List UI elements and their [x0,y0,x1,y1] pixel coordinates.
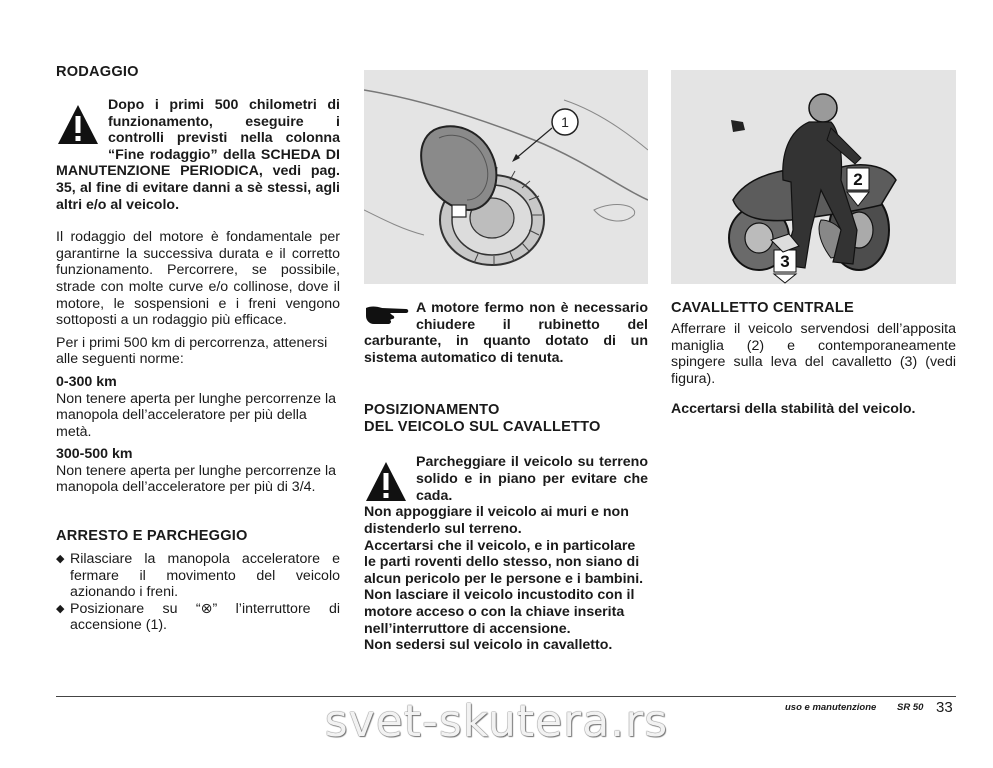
page-number: 33 [936,699,953,716]
callout-label: 1 [561,114,569,130]
heading-cavalletto: CAVALLETTO CENTRALE [671,300,854,316]
heading-arresto: ARRESTO E PARCHEGGIO [56,528,248,545]
list-item: ◆ Rilasciare la manopola acceleratore e fermare il movimento del veicolo azionando i freni. [56,551,340,601]
pointing-hand-icon [364,302,410,326]
warning-posizionamento-rest: Non appoggiare il veicolo ai muri e non distenderlo sul terreno. Accertarsi che il veicolo, e in particolare le parti roventi dello stesso, non siano di alcun pericolo per le persone e i bambini. Non lasciare il veicolo incustodito con il motore acceso o con la chiave inserita nell’interruttore di accensione. Non sedersi sul veicolo in cavalletto. [364,504,644,654]
center-stand-illustration [671,70,956,284]
note-motore: A motore fermo non è necessario chiudere il rubinetto del carburante, in quanto dotato di un sistema automatico di tenuta. [364,300,648,366]
footer-section: uso e manutenzione [785,702,877,713]
warning-posizionamento: Parcheggiare il veicolo su terreno solido e in piano per evitare che cada. [364,454,648,504]
fuel-cap-figure [364,70,648,284]
warning-rodaggio: Dopo i primi 500 chilometri di funzionamento, eseguire i controlli previsti nella colonna “Fine rodaggio” della SCHEDA DI MANUTENZIONE PERIODICA, vedi pag. 35, al fine di evitare danni a sè stessi, agli altri e/o al veicolo. [56,97,340,213]
diamond-bullet-icon: ◆ [56,602,65,615]
text-0-300: Non tenere aperta per lunghe percorrenze la manopola dell’acceleratore per più della metà. [56,390,336,440]
column-middle [364,70,648,654]
subheading-300-500: 300-500 km [56,446,133,463]
warning-triangle-icon [364,460,408,504]
paragraph-cavalletto: Afferrare il veicolo servendosi dell’apposita maniglia (2) e contemporaneamente spingere sulla leva del cavalletto (3) (vedi figura). [671,321,956,387]
stability-note: Accertarsi della stabilità del veicolo. [671,401,916,418]
watermark: svet-skutera.rs [324,696,669,747]
column-right [671,70,956,418]
column-left [56,64,340,634]
paragraph-primi-500: Per i primi 500 km di percorrenza, attenersi alle seguenti norme: [56,334,328,368]
subheading-0-300: 0-300 km [56,373,117,390]
footer-model: SR 50 [897,702,924,713]
fuel-cap-illustration [364,70,648,284]
callout-label-3: 3 [780,252,790,271]
arresto-list [56,551,340,634]
center-stand-figure [671,70,956,284]
paragraph-rodaggio: Il rodaggio del motore è fondamentale per garantirne la successiva durata e il corretto funzionamento. Percorrere, se possibile, strade con molte curve e/o collinose, dove il motore, le sospensioni e i freni vengono sottoposti a un rodaggio più efficace. [56,229,340,329]
diamond-bullet-icon: ◆ [56,553,65,566]
heading-rodaggio: RODAGGIO [56,64,139,80]
list-item: ◆ Posizionare su “⊗” l’interruttore di accensione (1). [56,600,340,634]
callout-label-2: 2 [853,170,863,189]
heading-posizionamento: POSIZIONAMENTO DEL VEICOLO SUL CAVALLETTO [364,402,601,436]
text-300-500: Non tenere aperta per lunghe percorrenze la manopola dell’acceleratore per più di 3/4. [56,462,336,496]
warning-triangle-icon [56,103,100,147]
